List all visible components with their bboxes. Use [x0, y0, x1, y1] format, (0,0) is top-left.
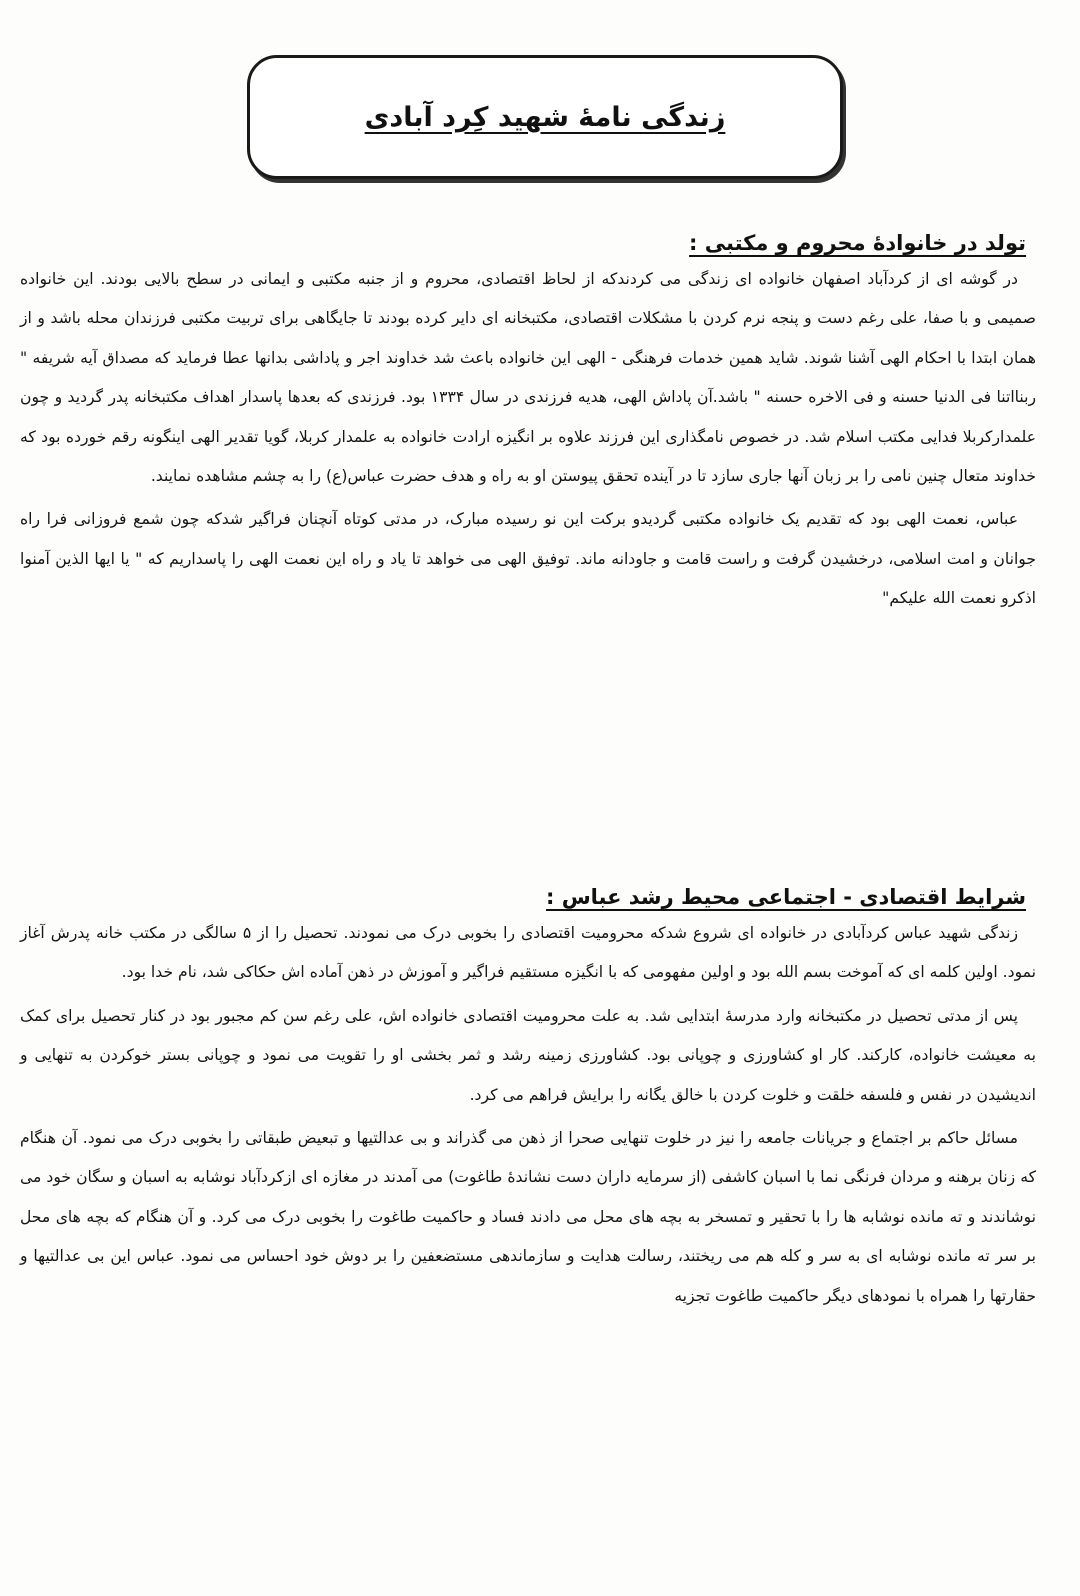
paragraph: عباس، نعمت الهی بود که تقدیم یک خانواده مکتبی گردیدو برکت این نو رسیده مبارک، در مدتی کوتاه آنچنان فراگیر شدکه چون شمع فروزانی فرا راه جوانان و امت اسلامی، درخشیدن گرفت و راست قامت و جاودانه ماند. توفیق الهی می خواهد تا یاد و راه این نعمت الهی را پاسداریم که " یا ایها الذین آمنوا اذکرو نعمت الله علیکم": [20, 510, 1036, 608]
paragraph: پس از مدتی تحصیل در مکتبخانه وارد مدرسۀ ابتدایی شد. به علت محرومیت اقتصادی خانواده اش، علی رغم سن کم مجبور بود در کنار تحصیل برای کمک به معیشت خانواده، کارکند. کار او کشاورزی و چوپانی بود. کشاورزی زمینه رشد و ثمر بخشی او را تقویت می نمود و چوپانی بستر خوکردن به تنهایی و اندیشیدن در نفس و فلسفه خلقت و خلوت کردن با خالق یگانه را برایش فراهم می کرد.: [20, 1006, 1036, 1104]
document-title: زندگی نامۀ شهید کِرد آبادی: [364, 101, 726, 133]
title-box: [247, 55, 843, 179]
section-heading: تولد در خانوادۀ محروم و مکتبی :: [689, 231, 1026, 255]
paragraph: مسائل حاکم بر اجتماع و جریانات جامعه را نیز در خلوت تنهایی صحرا از ذهن می گذراند و بی عدالتیها و تبعیض طبقاتی را بخوبی درک می نمود. آن هنگام که زنان برهنه و مردان فرنگی نما با اسبان کاشفی (از سرمایه داران دست نشاندۀ طاغوت) می آمدند در مغازه ای ازکردآباد نوشابه به اسبان و سگان خود می نوشاندند و ته مانده نوشابه ها را با تحقیر و تمسخر به بچه های محل می دادند فساد و حاکمیت طاغوت را بخوبی درک می کرد. و آن هنگام که بچه های محل بر سر ته مانده نوشابه ای به سر و کله هم می ریختند، رسالت هدایت و سازماندهی مستضعفین را بر دوش خود احساس می نمود. عباس این بی عدالتیها و حقارتها را همراه با نمودهای دیگر حاکمیت طاغوت تجزیه: [20, 1129, 1036, 1305]
paragraph: در گوشه ای از کردآباد اصفهان خانواده ای زندگی می کردندکه از لحاظ اقتصادی، محروم و از جنبه مکتبی و ایمانی در سطح بالایی بودند. این خانواده صمیمی و با صفا، علی رغم دست و پنجه نرم کردن با مشکلات اقتصادی، مکتبخانه ای دایر کرده بودند تا جایگاهی برای تربیت مکتبی فرزندان محله باشد و از همان ابتدا با احکام الهی آشنا شوند. شاید همین خدمات فرهنگی - الهی این خانواده باعث شد خداوند اجر و پاداشی بدانها عطا فرماید که مصداق آیه شریفه " ربنااتنا فی الدنیا حسنه و فی الاخره حسنه " باشد.آن پاداش الهی، هدیه فرزندی در سال ۱۳۳۴ بود. فرزندی که بعدها پاسدار اهداف مکتبخانه پدر گردید و چون علمدارکربلا فدایی مکتب اسلام شد. در خصوص نامگذاری این فرزند علاوه بر انگیزه ارادت خانواده به علمدار کربلا، گویا تقدیر الهی اینگونه رقم خورده بود که خداوند متعال چنین نامی را بر زبان آنها جاری سازد تا در آینده تحقق پیوستن او به راه و هدف حضرت عباس(ع) را به چشم مشاهده نمایند.: [20, 270, 1036, 486]
section-conditions: [20, 880, 1036, 1316]
section-birth: [20, 226, 1036, 619]
paragraph: زندگی شهید عباس کردآبادی در خانواده ای شروع شدکه محرومیت اقتصادی را بخوبی درک می نمودند. تحصیل را از ۵ سالگی در مکتب خانه پدرش آغاز نمود. اولین کلمه ای که آموخت بسم الله بود و اولین مفهومی که با انگیزه مستقیم فراگیر و آموزش در ذهن آماده اش حکاکی شد، نام خدا بود.: [20, 924, 1036, 982]
section-heading: شرایط اقتصادی - اجتماعی محیط رشد عباس :: [545, 885, 1026, 909]
